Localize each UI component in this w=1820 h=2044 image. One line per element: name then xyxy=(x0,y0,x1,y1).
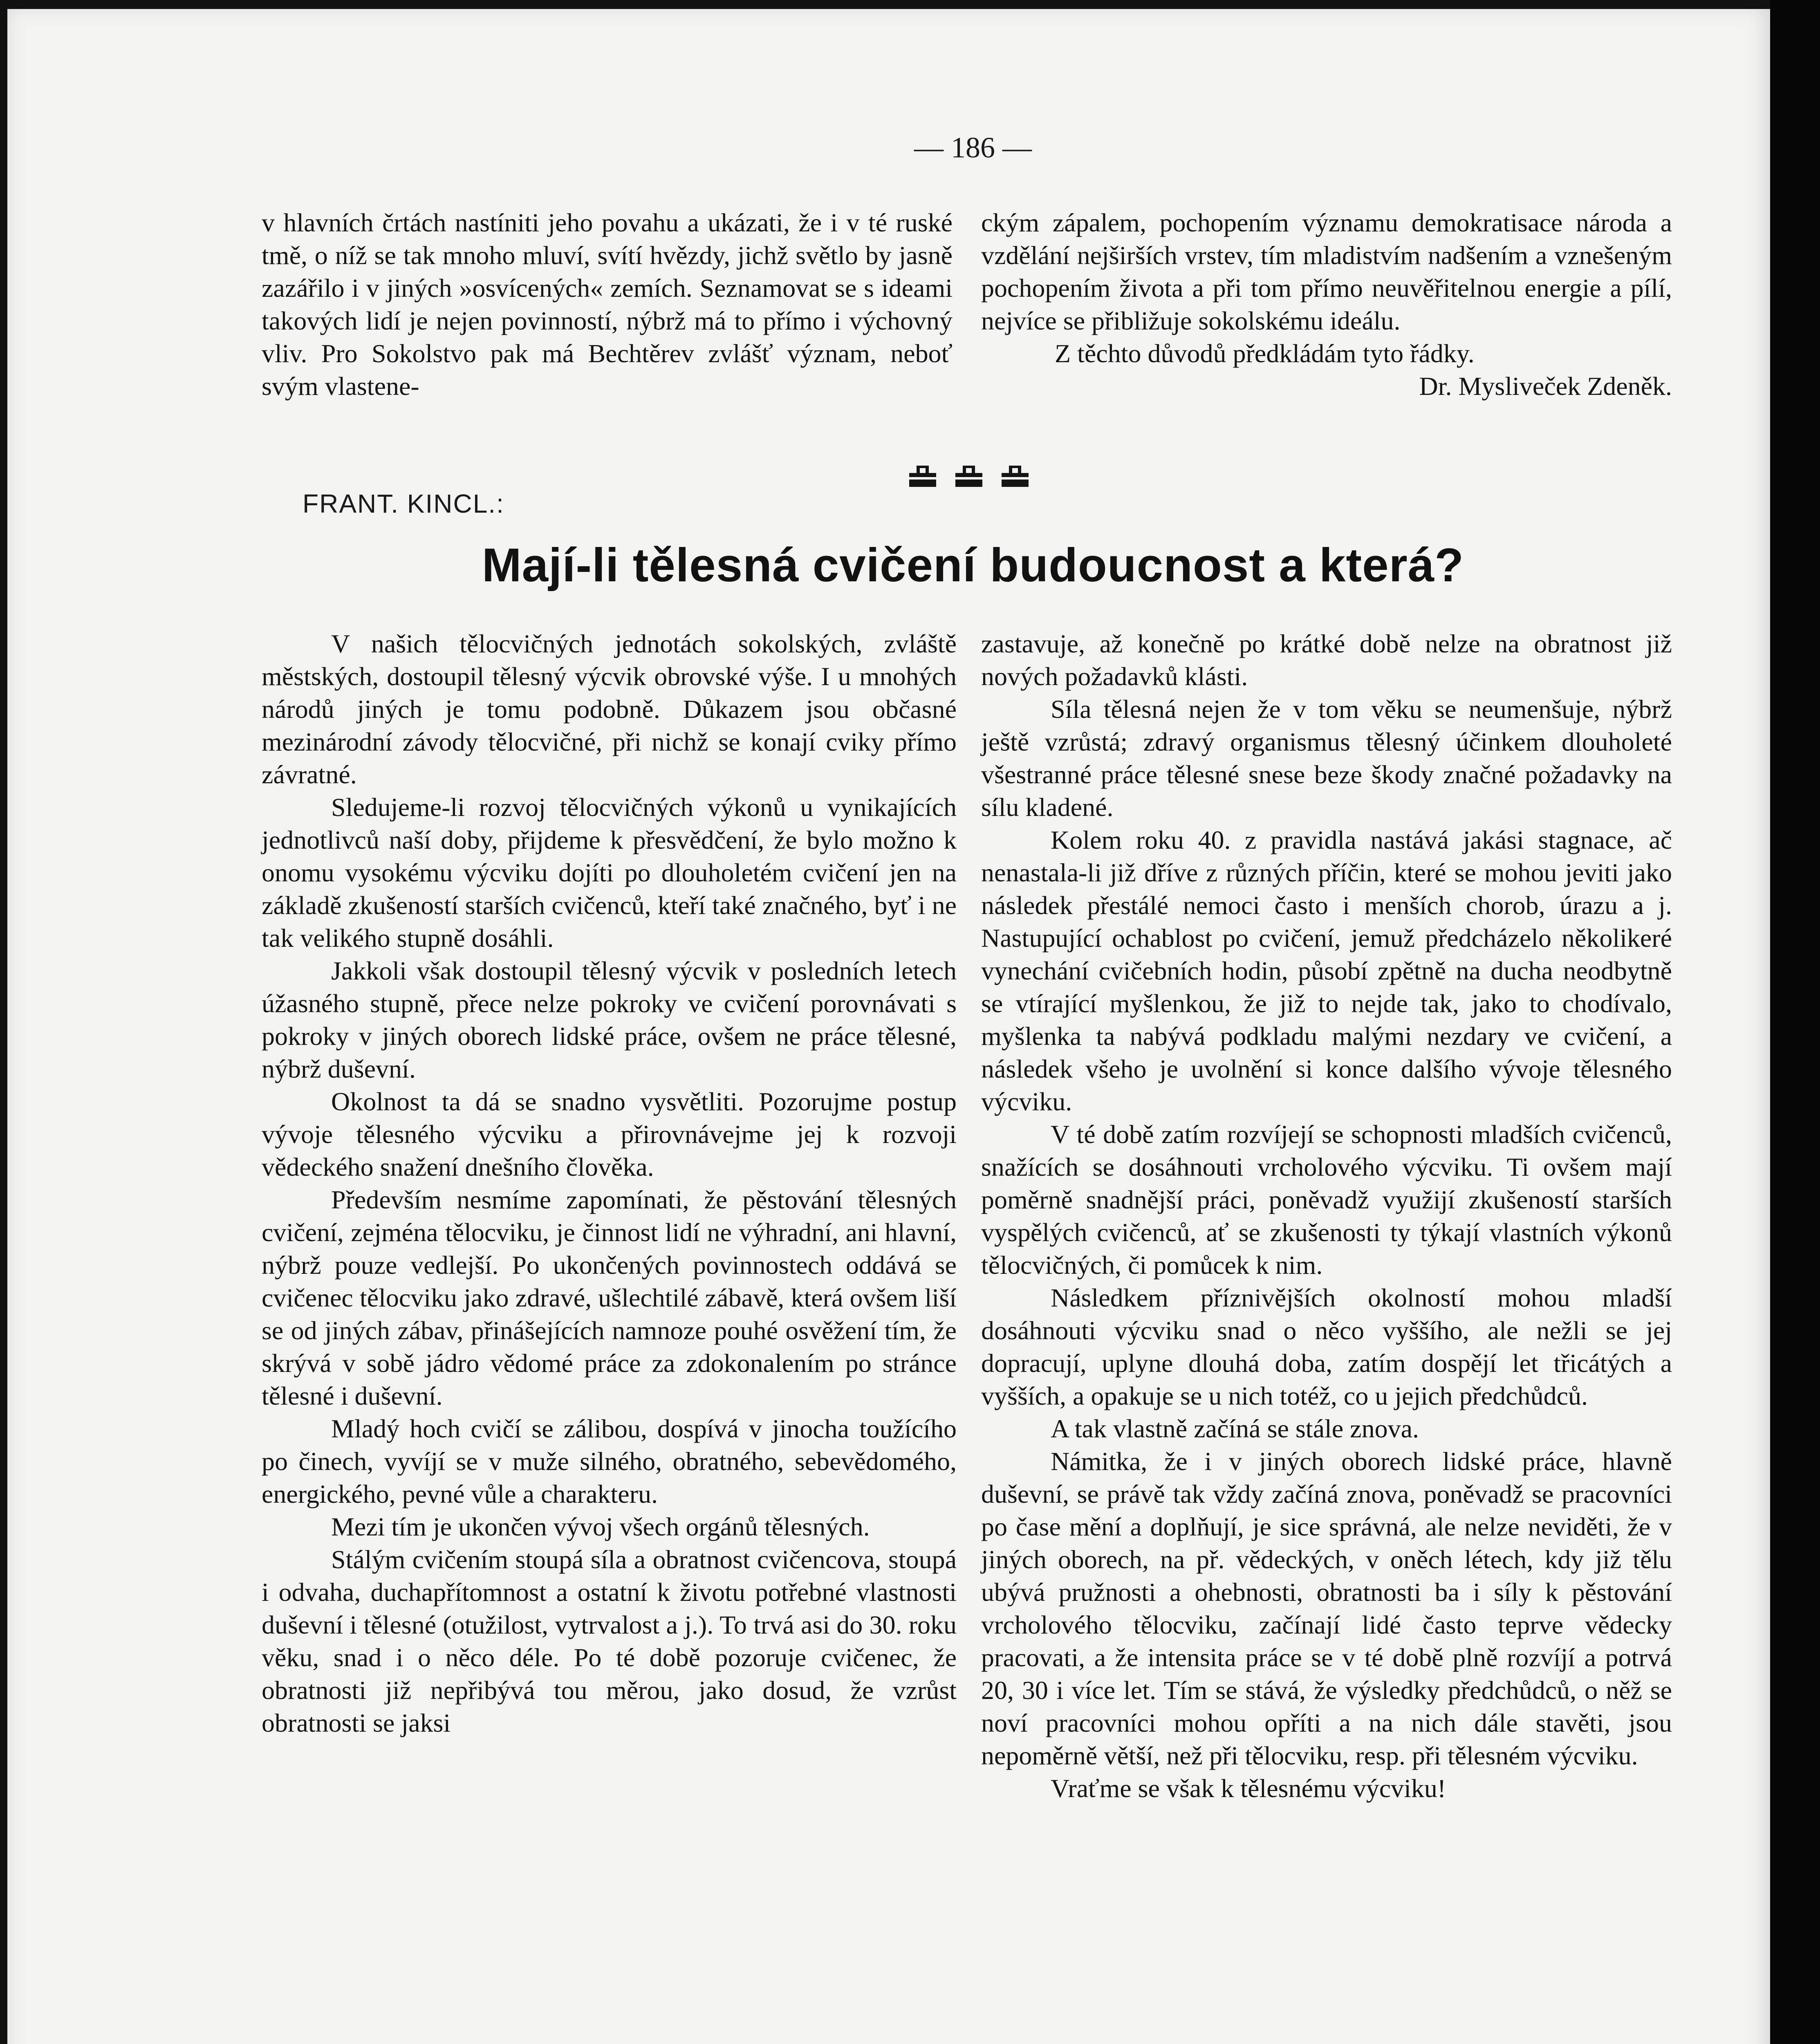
article-paragraph: V té době zatím rozvíjejí se schopnosti mladších cvičenců, snažících se dosáhnouti vrcholového výcviku. Ti ovšem mají poměrně snadnější práci, poněvadž využijí zkušeností starších vyspělých cvičenců, ať se zkušenosti ty týkají vlastních výkonů tělocvičných, či pomůcek k nim. xyxy=(981,1120,1672,1280)
article-paragraph: Vraťme se však k tělesnému výcviku! xyxy=(1051,1774,1446,1803)
article-paragraph: Kolem roku 40. z pravidla nastává jakási stagnace, ač nenastala-li již dříve z různých příčin, které se mohou jeviti jako následek přestálé nemoci často i menších chorob, úrazu a j. Nastupující ochablost po cvičení, jemuž předcházelo několikeré vynechání cvičebních hodin, působí zpětně na ducha neodbytně se vtírající myšlenkou, že již to nejde tak, jako to chodívalo, myšlenka ta nabývá podkladu malými nezdary ve cvičení, a následek všeho je uvolnění si konce dalšího vývoje tělesného výcviku. xyxy=(981,825,1672,1116)
page-number: — 186 — xyxy=(914,131,1032,164)
sokol-ornament-icon xyxy=(1000,464,1030,489)
article-author: FRANT. KINCL.: xyxy=(303,489,504,518)
scan-border-top xyxy=(0,0,1820,9)
article-title: Mají-li tělesná cvičení budoucnost a která? xyxy=(482,538,1464,592)
article-paragraph: A tak vlastně začíná se stále znova. xyxy=(1051,1414,1419,1443)
article-paragraph: Následkem příznivějších okolností mohou mladší dosáhnouti výcviku snad o něco vyššího, ale nežli se jej dopracují, uplyne dlouhá doba, zatím dospějí let třicátých a vyšších, a opakuje se u nich totéž, co u jejich předchůdců. xyxy=(981,1283,1672,1410)
article-paragraph: Sledujeme-li rozvoj tělocvičných výkonů u vynikajících jednotlivců naší doby, přijdeme k přesvědčení, že bylo možno k onomu vysokému výcviku dojíti po dlouholetém cvičení jen na základě zkušeností starších cvičenců, kteří také značného, byť i ne tak velikého stupně dosáhli. xyxy=(262,793,957,953)
article-paragraph: Jakkoli však dostoupil tělesný výcvik v posledních letech úžasného stupně, přece nelze pokroky ve cvičení porovnávati s pokroky v jiných oborech lidské práce, ovšem ne práce tělesné, nýbrž duševní. xyxy=(262,956,957,1083)
previous-article-signature: Dr. Mysliveček Zdeněk. xyxy=(1419,372,1672,401)
previous-article-closing: Z těchto důvodů předkládám tyto řádky. xyxy=(1055,339,1475,368)
article-paragraph: Síla tělesná nejen že v tom věku se neumenšuje, nýbrž ještě vzrůstá; zdravý organismus tělesný účinkem dlouholeté všestranné práce tělesné snese beze škody značné požadavky na sílu kladené. xyxy=(981,695,1672,822)
scan-border-right xyxy=(1770,0,1820,2044)
previous-article-text: v hlavních črtách nastíniti jeho povahu a ukázati, že i v té ruské tmě, o níž se tak mnoho mluví, svítí hvězdy, jichž světlo by jasně zazářilo i v jiných »osvícených« zemích. Seznamovat se s ideami takových lidí je nejen povinností, nýbrž má to přímo i výchovný vliv. Pro Sokolstvo pak má Bechtěrev zvlášť význam, neboť svým vlastene- xyxy=(262,208,953,401)
article-paragraph: Především nesmíme zapomínati, že pěstování tělesných cvičení, zejména tělocviku, je činnost lidí ne výhradní, ani hlavní, nýbrž pouze vedlejší. Po ukončených povinnostech oddává se cvičenec tělocviku jako zdravé, ušlechtilé zábavě, která ovšem liší se od jiných zábav, přinášejících namnoze pouhé osvěžení tím, že skrývá v sobě jádro vědomé práce za zdokonalením po stránce tělesné i duševní. xyxy=(262,1185,957,1410)
article-paragraph: Stálým cvičením stoupá síla a obratnost cvičencova, stoupá i odvaha, duchapřítomnost a ostatní k životu potřebné vlastnosti duševní i tělesné (otužilost, vytrvalost a j.). To trvá asi do 30. roku věku, snad i o něco déle. Po té době pozoruje cvičenec, že obratnosti již nepřibývá tou měrou, jako dosud, že vzrůst obratnosti se jaksi xyxy=(262,1545,957,1737)
previous-article-text-continued: ckým zápalem, pochopením významu demokratisace národa a vzdělání nejširších vrstev, tím mladistvím nadšením a vznešeným pochopením života a při tom přímo neuvěřitelnou energie a pílí, nejvíce se přibližuje sokolskému ideálu. xyxy=(981,208,1672,335)
article-right-column xyxy=(981,628,1672,1805)
article-paragraph: Námitka, že i v jiných oborech lidské práce, hlavně duševní, se právě tak vždy začíná znova, poněvadž se pracovníci po čase mění a doplňují, je sice správná, ale nelze neviděti, že v jiných oborech, na př. vědeckých, v oněch létech, kdy již tělu ubývá pružnosti a ohebnosti, obratnosti ba i síly k pěstování vrcholového tělocviku, začínají lidé často teprve vědecky pracovati, a že intensita práce se v té době plně rozvíjí a potrvá 20, 30 i více let. Tím se stává, že výsledky předchůdců, o něž se noví pracovníci mohou opříti a na nich dále stavěti, jsou nepoměrně větší, než při tělocviku, resp. při tělesném výcviku. xyxy=(981,1447,1672,1770)
previous-article-left-column xyxy=(262,206,953,403)
previous-article-right-column xyxy=(981,206,1672,403)
article-paragraph: Okolnost ta dá se snadno vysvětliti. Pozorujme postup vývoje tělesného výcviku a přirovnávejme jej k rozvoji vědeckého snažení dnešního člověka. xyxy=(262,1087,957,1181)
scan-border-left xyxy=(0,0,7,2044)
article-paragraph: zastavuje, až konečně po krátké době nelze na obratnost již nových požadavků klásti. xyxy=(981,629,1672,691)
article-paragraph: V našich tělocvičných jednotách sokolských, zvláště městských, dostoupil tělesný výcvik obrovské výše. I u mnohých národů jiných je tomu podobně. Důkazem jsou občasné mezinárodní závody tělocvičné, při nichž se konají cviky přímo závratné. xyxy=(262,629,957,789)
sokol-ornament-icon xyxy=(954,464,984,489)
sokol-ornament-icon xyxy=(908,464,938,489)
section-divider xyxy=(908,460,1030,493)
article-paragraph: Mezi tím je ukončen vývoj všech orgánů tělesných. xyxy=(331,1512,870,1541)
article-paragraph: Mladý hoch cvičí se zálibou, dospívá v jinocha toužícího po činech, vyvíjí se v muže silného, obratného, sebevědomého, energického, pevné vůle a charakteru. xyxy=(262,1414,957,1508)
article-left-column xyxy=(262,628,957,1739)
